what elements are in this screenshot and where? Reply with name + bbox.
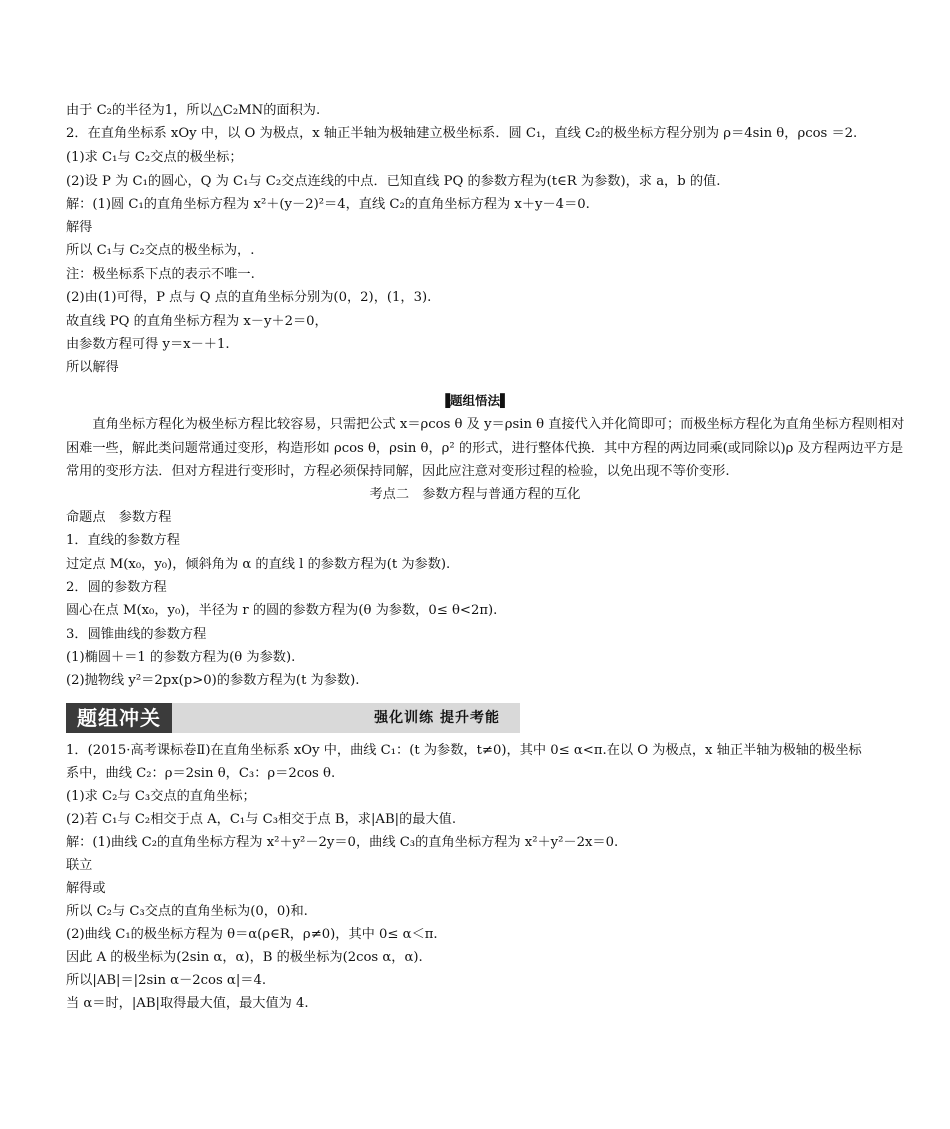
exercise-solution-line: 解：(1)曲线 C₂的直角坐标方程为 x²＋y²－2y＝0，曲线 C₃的直角坐标方程为 x²＋y²－2x＝0. (66, 835, 619, 850)
exercise-1-statement: 1．(2015·高考课标卷Ⅱ)在直角坐标系 xOy 中，曲线 C₁：(t 为参数，t≠0)，其中 0≤ α<π.在以 O 为极点，x 轴正半轴为极轴的极坐标 (66, 743, 862, 758)
solution-line: 所以解得 (66, 360, 119, 375)
kaodian-line: (1)椭圆＋＝1 的参数方程为(θ 为参数). (66, 650, 296, 665)
exercise-solution-line: (2)曲线 C₁的极坐标方程为 θ＝α(ρ∈R，ρ≠0)，其中 0≤ α＜π. (66, 927, 438, 942)
kaodian-line: 2．圆的参数方程 (66, 580, 167, 595)
kaodian-line: 1．直线的参数方程 (66, 533, 180, 548)
exercise-1-statement-cont: 系中，曲线 C₂：ρ＝2sin θ，C₃：ρ＝2cos θ. (66, 766, 336, 781)
exercise-solution-line: 当 α＝时，|AB|取得最大值，最大值为 4. (66, 996, 309, 1011)
method-section-title: ▐题组悟法▌ (440, 393, 510, 408)
problem-2-part-2: (2)设 P 为 C₁的圆心，Q 为 C₁与 C₂交点连线的中点．已知直线 PQ 的参数方程为(t∈R 为参数)，求 a，b 的值. (66, 174, 721, 189)
exercise-solution-line: 解得或 (66, 881, 106, 896)
solution-line: 解：(1)圆 C₁的直角坐标方程为 x²＋(y－2)²＝4，直线 C₂的直角坐标方程为 x＋y－4＝0. (66, 197, 590, 212)
exercise-1-part-2: (2)若 C₁与 C₂相交于点 A，C₁与 C₃相交于点 B，求|AB|的最大值. (66, 812, 457, 827)
kaodian-line: 圆心在点 M(x₀，y₀)，半径为 r 的圆的参数方程为(θ 为参数，0≤ θ<2π). (66, 603, 498, 618)
banner-title: 题组冲关 (66, 703, 172, 733)
exercise-1-part-1: (1)求 C₂与 C₃交点的直角坐标； (66, 789, 256, 804)
kaodian-line: 过定点 M(x₀，y₀)，倾斜角为 α 的直线 l 的参数方程为(t 为参数). (66, 557, 451, 572)
solution-line: 由参数方程可得 y＝x－＋1. (66, 337, 230, 352)
kaodian-line: 3．圆锥曲线的参数方程 (66, 627, 207, 642)
method-paragraph: 直角坐标方程化为极坐标方程比较容易，只需把公式 x＝ρcos θ 及 y＝ρsin θ 直接代入并化简即可；而极坐标方程化为直角坐标方程则相对困难一些，解此类问题常通过变形，构造形如 ρcos θ，ρsin θ，ρ² 的形式，进行整体代换．其中方程的两边同乘(或同除以)ρ 及方程两边平方是常用的变形方法．但对方程进行变形时，方程必须保持同解，因此应注意对变形过程的检验，以免出现不等价变形. (66, 417, 905, 479)
kaodian-line: 命题点 参数方程 (66, 510, 172, 525)
solution-line: (2)由(1)可得，P 点与 Q 点的直角坐标分别为(0，2)，(1，3). (66, 290, 432, 305)
banner-subtitle: 强化训练 提升考能 (374, 710, 500, 726)
solution-line: 故直线 PQ 的直角坐标方程为 x－y＋2＝0， (66, 314, 328, 329)
note-line: 注：极坐标系下点的表示不唯一. (66, 267, 255, 282)
problem-2-statement: 2．在直角坐标系 xOy 中，以 O 为极点，x 轴正半轴为极轴建立极坐标系．圆 C₁，直线 C₂的极坐标方程分别为 ρ＝4sin θ，ρcos ＝2. (66, 126, 858, 141)
exercise-solution-line: 因此 A 的极坐标为(2sin α，α)，B 的极坐标为(2cos α，α). (66, 950, 423, 965)
kaodian-title: 考点二 参数方程与普通方程的互化 (369, 487, 581, 502)
exercise-solution-line: 所以 C₂与 C₃交点的直角坐标为(0，0)和. (66, 904, 308, 919)
section-banner (66, 703, 520, 733)
solution-line: 解得 (66, 220, 93, 235)
exercise-solution-line: 联立 (66, 858, 93, 873)
text-line: 由于 C₂的半径为1，所以△C₂MN的面积为. (66, 103, 321, 118)
problem-2-part-1: (1)求 C₁与 C₂交点的极坐标； (66, 150, 243, 165)
solution-line: 所以 C₁与 C₂交点的极坐标为，. (66, 243, 255, 258)
banner-subtitle-box (172, 703, 520, 733)
exercise-solution-line: 所以|AB|＝|2sin α－2cos α|＝4. (66, 973, 267, 988)
kaodian-line: (2)抛物线 y²＝2px(p>0)的参数方程为(t 为参数). (66, 673, 360, 688)
